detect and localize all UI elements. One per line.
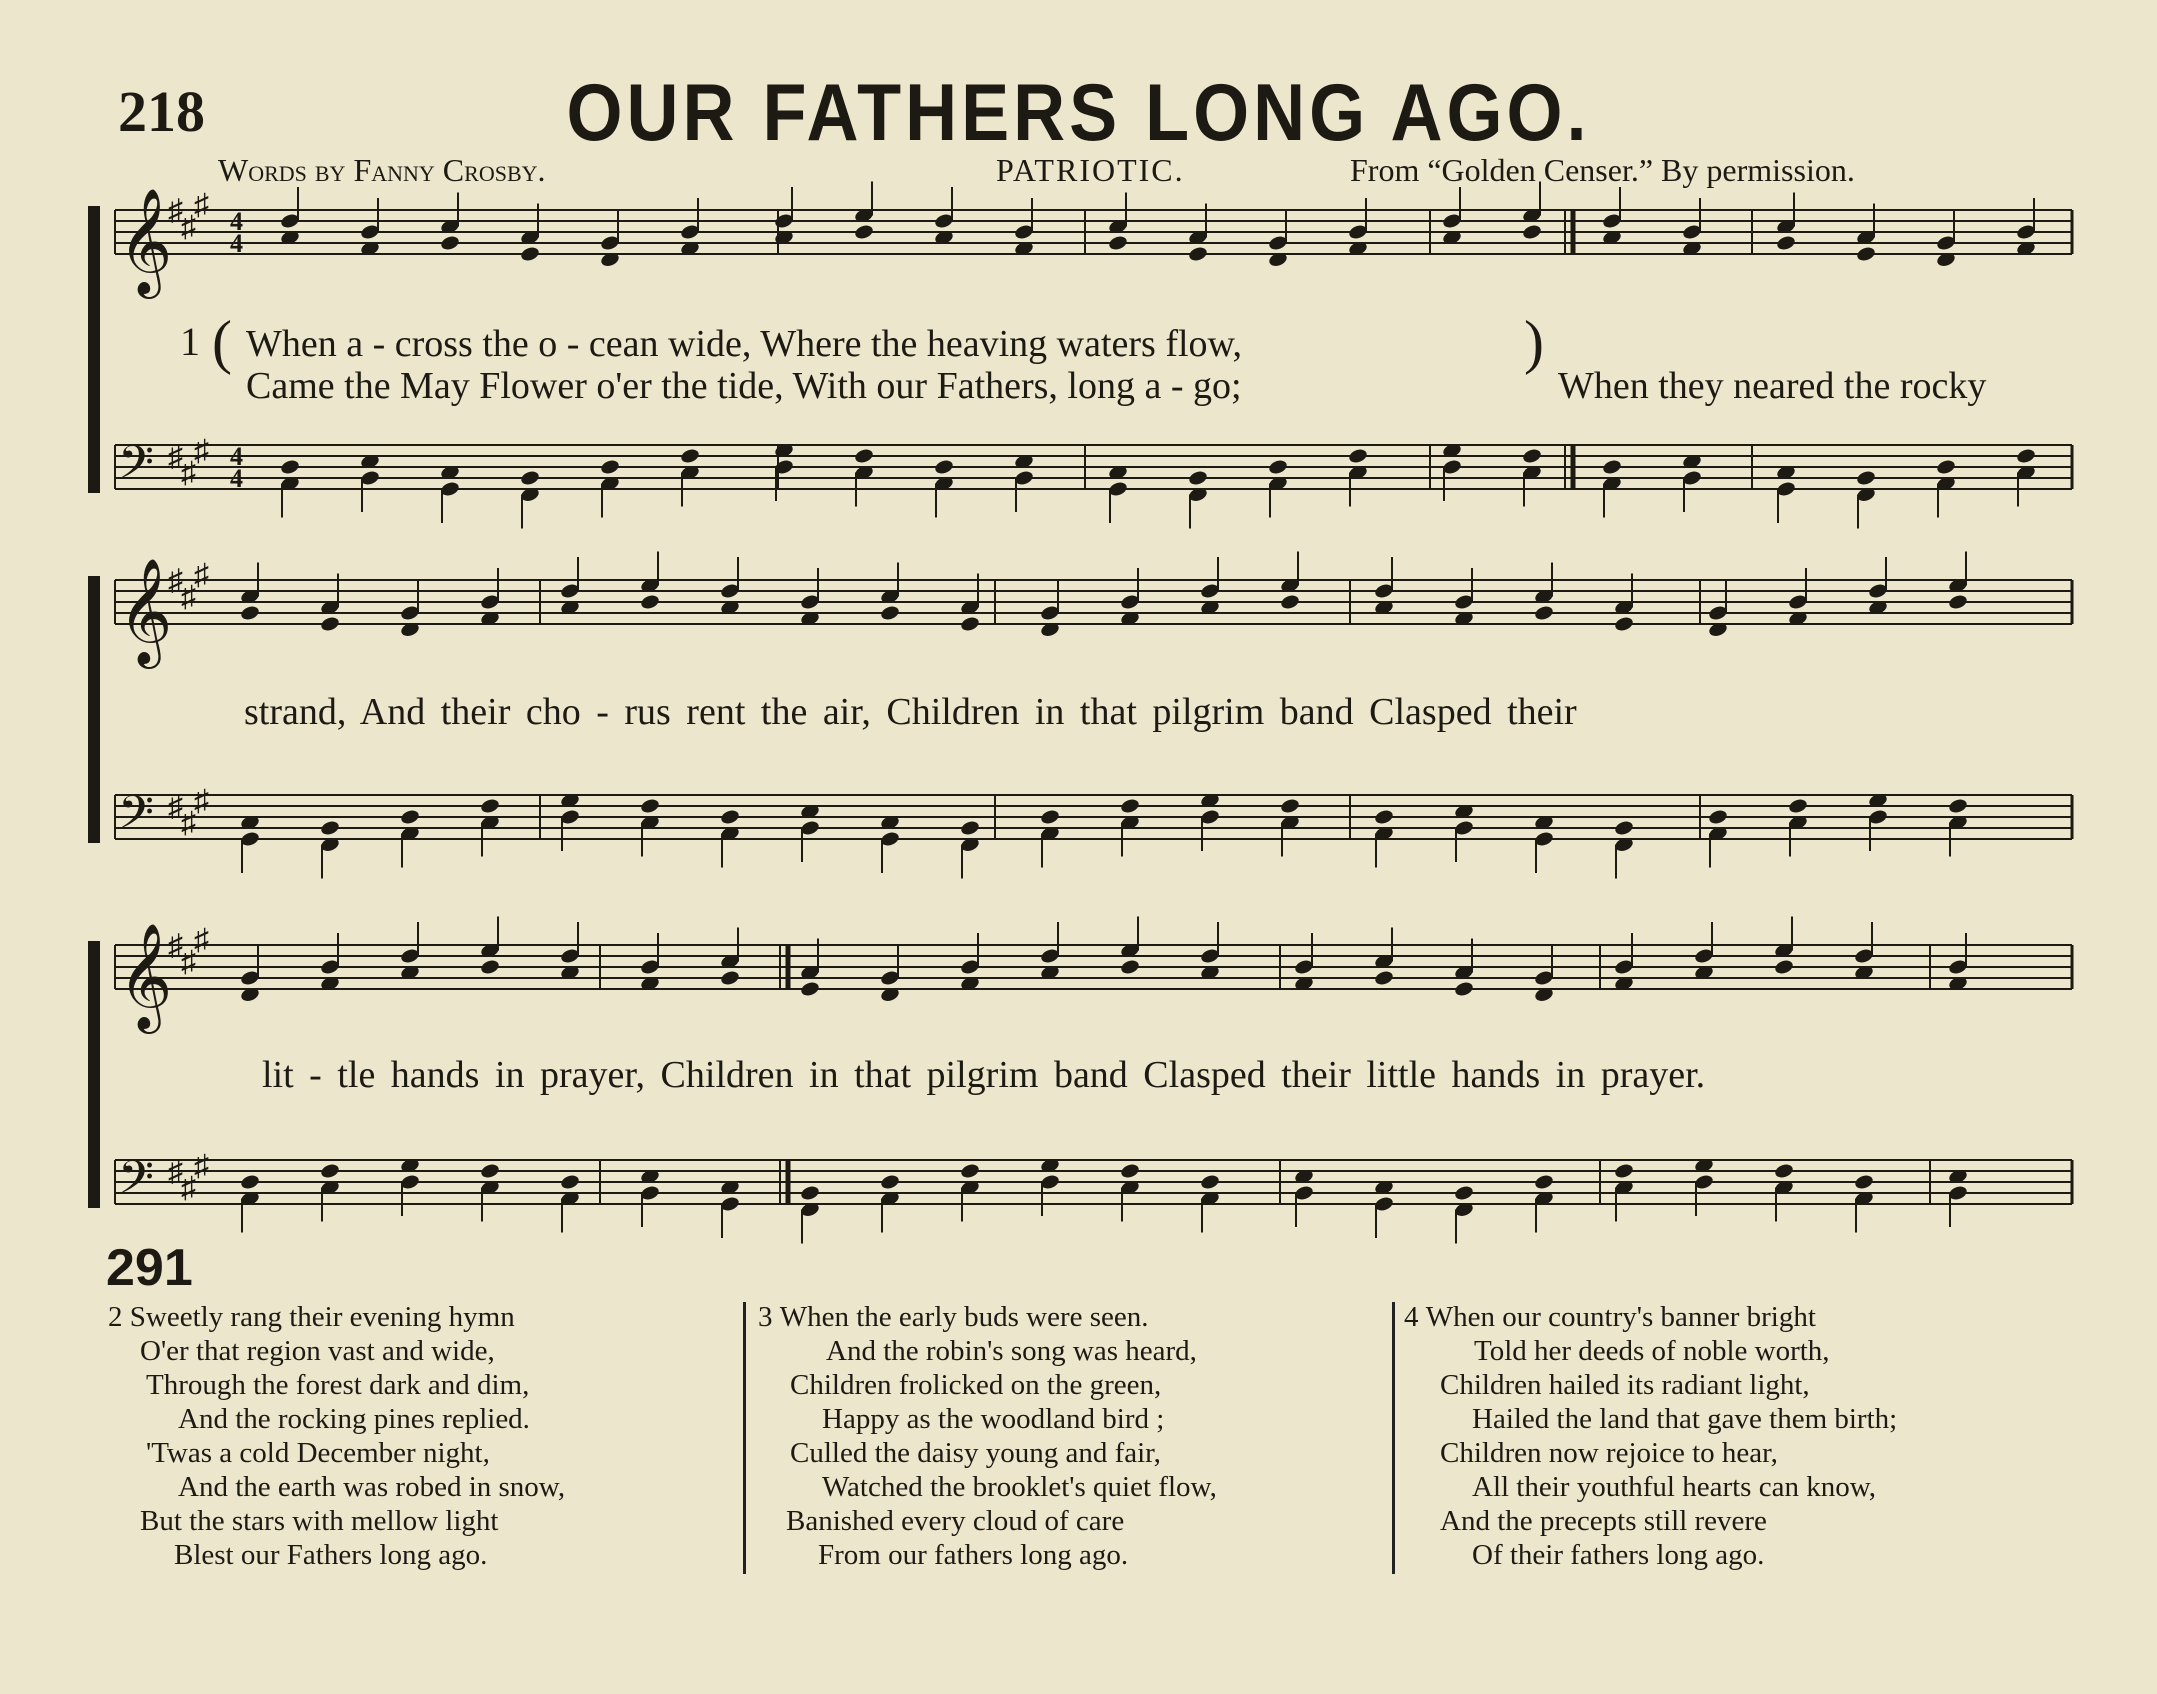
sharp-icon: ♯ [181, 1171, 196, 1205]
note-head [439, 234, 460, 251]
sharp-icon: ♯ [194, 188, 209, 222]
note-head [1267, 458, 1288, 475]
sharp-icon: ♯ [194, 1149, 209, 1183]
hymn-title: OUR FATHERS LONG AGO. [566, 68, 1591, 158]
verse-line: But the stars with mellow light [140, 1505, 499, 1537]
treble-clef-icon: 𝄞 [118, 187, 173, 294]
verse-line: Children frolicked on the green, [790, 1369, 1162, 1401]
treble-clef-icon: 𝄞 [118, 922, 173, 1029]
note-head [1707, 808, 1728, 825]
note-head [1279, 593, 1300, 610]
sharp-icon: ♯ [194, 923, 209, 957]
note-head [1613, 615, 1634, 632]
verse-line: And the robin's song was heard, [826, 1335, 1197, 1367]
verse-line: Watched the brooklet's quiet flow, [822, 1471, 1217, 1503]
verse-line: Blest our Fathers long ago. [174, 1539, 488, 1571]
sharp-icon: ♯ [194, 434, 209, 468]
verse-line: Through the forest dark and dim, [146, 1369, 530, 1401]
note-head [679, 447, 700, 464]
sharp-icon: ♯ [194, 558, 209, 592]
note-head [1773, 1162, 1794, 1179]
note-head [1773, 958, 1794, 975]
system-bracket [88, 206, 100, 493]
note-head [1187, 469, 1208, 486]
note-head [639, 593, 660, 610]
lyric-line-2: Came the May Flower o'er the tide, With our Fathers, long a - go; [246, 365, 1242, 407]
sharp-icon: ♯ [194, 784, 209, 818]
bass-clef-icon: 𝄢 [118, 1151, 155, 1216]
note-head [519, 469, 540, 486]
source-credit: From “Golden Censer.” By permission. [1350, 152, 1855, 188]
verse-4 [1404, 1300, 1897, 1572]
verse-line: Hailed the land that gave them birth; [1472, 1403, 1898, 1435]
note-head [1199, 1173, 1220, 1190]
sharp-icon: ♯ [181, 945, 196, 979]
sharp-icon: ♯ [181, 806, 196, 840]
note-head [719, 808, 740, 825]
note-head [319, 615, 340, 632]
system-bracket [88, 576, 100, 843]
note-head [1039, 808, 1060, 825]
note-head [799, 980, 820, 997]
time-signature: 4 [230, 229, 243, 258]
note-head [1521, 223, 1542, 240]
time-signature: 4 [230, 207, 243, 236]
note-head [1187, 245, 1208, 262]
note-head [2015, 447, 2036, 464]
sharp-icon: ♯ [181, 580, 196, 614]
note-head [959, 819, 980, 836]
sharp-icon: ♯ [181, 210, 196, 244]
verse-line: When the early buds were seen. [779, 1301, 1149, 1333]
verse-line: Banished every cloud of care [786, 1505, 1125, 1537]
note-head [1613, 1162, 1634, 1179]
note-head [479, 797, 500, 814]
note-head [1373, 969, 1394, 986]
note-head [719, 969, 740, 986]
hymn-number: 291 [106, 1239, 193, 1297]
note-head [639, 797, 660, 814]
note-head [1107, 234, 1128, 251]
note-head [239, 604, 260, 621]
verse-2-number: 2 [108, 1301, 123, 1333]
note-head [599, 458, 620, 475]
note-head [1947, 797, 1968, 814]
verse-3-number: 3 [758, 1301, 773, 1333]
verse-2 [108, 1300, 565, 1572]
verse-line: And the precepts still revere [1440, 1505, 1767, 1537]
treble-clef-icon: 𝄞 [118, 557, 173, 664]
time-signature: 4 [230, 442, 243, 471]
verse-line: Happy as the woodland bird ; [822, 1403, 1165, 1435]
verse-line: Told her deeds of noble worth, [1474, 1335, 1830, 1367]
note-head [1947, 593, 1968, 610]
verse-line: From our fathers long ago. [818, 1539, 1129, 1571]
note-head [853, 223, 874, 240]
verse-number: 1 [180, 319, 200, 364]
note-head [1855, 469, 1876, 486]
bass-clef-icon: 𝄢 [118, 786, 155, 851]
note-head [479, 1162, 500, 1179]
page-number: 218 [118, 79, 205, 144]
note-head [1521, 447, 1542, 464]
system-bracket [88, 941, 100, 1208]
verse-line: Sweetly rang their evening hymn [129, 1301, 515, 1333]
sharp-icon: ♯ [168, 1155, 183, 1188]
lyric-system-2: strand, And their cho - rus rent the air, Children in that pilgrim band Clasped their [244, 691, 1577, 733]
note-head [959, 615, 980, 632]
verse-line: O'er that region vast and wide, [140, 1335, 495, 1367]
note-head [559, 1173, 580, 1190]
note-head [1533, 604, 1554, 621]
sharp-icon: ♯ [168, 790, 183, 823]
verse-line: And the rocking pines replied. [178, 1403, 530, 1435]
sharp-icon: ♯ [168, 194, 183, 227]
note-head [1119, 1162, 1140, 1179]
sharp-icon: ♯ [168, 929, 183, 962]
note-head [479, 958, 500, 975]
sharp-icon: ♯ [168, 440, 183, 473]
lyric-system-3: lit - tle hands in prayer, Children in that pilgrim band Clasped their little hands in prayer. [262, 1054, 1706, 1096]
verse-line: Culled the daisy young and fair, [790, 1437, 1161, 1469]
verse-line: Of their fathers long ago. [1472, 1539, 1765, 1571]
note-head [1347, 447, 1368, 464]
note-head [853, 447, 874, 464]
note-head [1373, 808, 1394, 825]
verse-divider [1392, 1302, 1395, 1574]
note-head [1453, 1184, 1474, 1201]
note-head [1613, 819, 1634, 836]
note-head [1119, 797, 1140, 814]
verse-divider [743, 1302, 746, 1574]
verse-line: Children hailed its radiant light, [1440, 1369, 1810, 1401]
note-head [1935, 458, 1956, 475]
note-head [879, 604, 900, 621]
verse-line: 'Twas a cold December night, [146, 1437, 490, 1469]
note-head [1853, 1173, 1874, 1190]
lyric-line-cont: When they neared the rocky [1558, 365, 1987, 407]
note-head [319, 819, 340, 836]
verse-line: All their youthful hearts can know, [1472, 1471, 1877, 1503]
note-head [239, 1173, 260, 1190]
note-head [879, 1173, 900, 1190]
sharp-icon: ♯ [168, 564, 183, 597]
note-head [1279, 797, 1300, 814]
lyric-line-1: When a - cross the o - cean wide, Where the heaving waters flow, [246, 323, 1243, 365]
words-credit: Words by Fanny Crosby. [218, 152, 546, 188]
note-head [1601, 458, 1622, 475]
sharp-icon: ♯ [181, 456, 196, 490]
note-head [1775, 234, 1796, 251]
time-signature: 4 [230, 464, 243, 493]
bass-clef-icon: 𝄢 [118, 436, 155, 501]
note-head [519, 245, 540, 262]
note-head [279, 458, 300, 475]
note-head [319, 1162, 340, 1179]
hymn-category: PATRIOTIC. [996, 152, 1185, 188]
verse-line: Children now rejoice to hear, [1440, 1437, 1778, 1469]
note-head [1787, 797, 1808, 814]
note-head [1119, 958, 1140, 975]
verse-3 [758, 1300, 1217, 1572]
note-head [959, 1162, 980, 1179]
verse-brace-open: ( [212, 309, 232, 375]
note-head [399, 808, 420, 825]
verse-line: When our country's banner bright [1425, 1301, 1816, 1333]
note-head [1533, 1173, 1554, 1190]
note-head [799, 1184, 820, 1201]
verse-line: And the earth was robed in snow, [178, 1471, 566, 1503]
verse-brace-close: ) [1524, 309, 1544, 375]
verse-4-number: 4 [1404, 1301, 1419, 1333]
note-head [1453, 980, 1474, 997]
note-head [1855, 245, 1876, 262]
note-head [933, 458, 954, 475]
